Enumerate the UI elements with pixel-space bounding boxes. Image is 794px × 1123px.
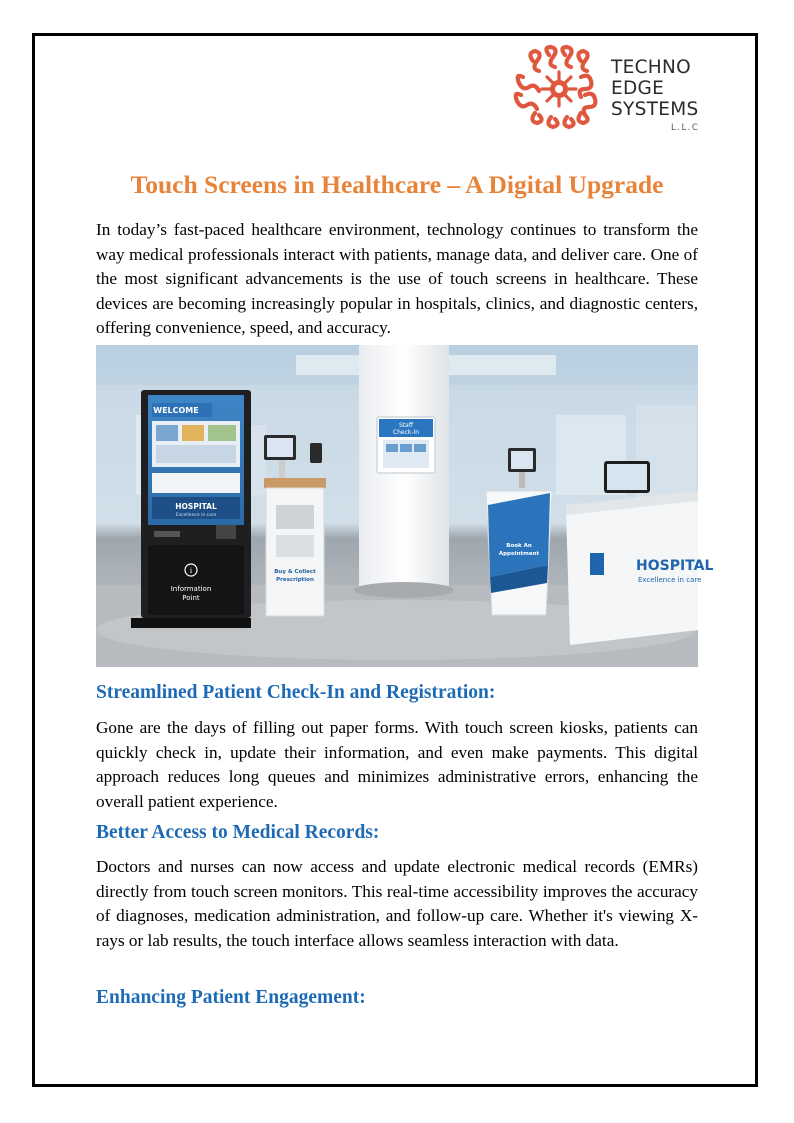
- info-point-line-2: Point: [182, 594, 200, 602]
- wall-sign-line-1: Staff: [399, 422, 413, 429]
- logo-emblem-icon: [515, 47, 603, 131]
- kiosk3-line-2: Appointment: [498, 551, 540, 557]
- kiosk2-line-2: Prescription: [276, 577, 314, 583]
- desk-brand-sub: Excellence in care: [638, 576, 702, 584]
- svg-text:i: i: [189, 567, 193, 575]
- logo-suffix: L.L.C: [671, 123, 700, 133]
- logo-wordmark: [611, 57, 699, 120]
- logo-line-3: SYSTEMS: [611, 99, 699, 120]
- wall-sign-line-2: Check-In: [392, 429, 420, 436]
- kiosk3-line-1: Book An: [506, 543, 532, 549]
- page-title: Touch Screens in Healthcare – A Digital Upgrade: [130, 170, 664, 199]
- desk-brand: HOSPITAL: [636, 558, 714, 574]
- kiosk2-line-1: Buy & Collect: [274, 569, 316, 575]
- logo-line-1: TECHNO: [611, 57, 692, 78]
- section-heading-records: Better Access to Medical Records:: [96, 822, 380, 843]
- kiosk-welcome-text: WELCOME: [153, 406, 199, 415]
- kiosks-photo: [96, 345, 714, 667]
- company-logo: [515, 47, 705, 137]
- kiosk-brand-sub: Excellence in care: [175, 513, 217, 518]
- section-body-checkin: Gone are the days of filling out paper forms. With touch screen kiosks, patients can quickly check in, update their information, and even make payments. This digital approach reduces long queues and minimizes administrative errors, enhancing the overall patient experience.: [96, 718, 698, 811]
- section-heading-engagement: Enhancing Patient Engagement:: [96, 987, 366, 1008]
- logo-line-2: EDGE: [611, 78, 665, 99]
- section-body-records: Doctors and nurses can now access and update electronic medical records (EMRs) directly from touch screen monitors. This real-time accessibility improves the accuracy of diagnoses, medication administration, and follow-up care. Whether it's viewing X-rays or lab results, the touch interface allows seamless interaction with data.: [96, 857, 698, 950]
- kiosk-brand-text: HOSPITAL: [175, 502, 217, 511]
- section-heading-checkin: Streamlined Patient Check-In and Registration:: [96, 682, 496, 703]
- intro-paragraph: In today’s fast-paced healthcare environment, technology continues to transform the way medical professionals interact with patients, manage data, and deliver care. One of the most significant advancements is the use of touch screens in healthcare. These devices are becoming increasingly popular in hospitals, clinics, and diagnostic centers, offering convenience, speed, and accuracy.: [96, 220, 698, 337]
- info-point-line-1: Information: [170, 585, 212, 593]
